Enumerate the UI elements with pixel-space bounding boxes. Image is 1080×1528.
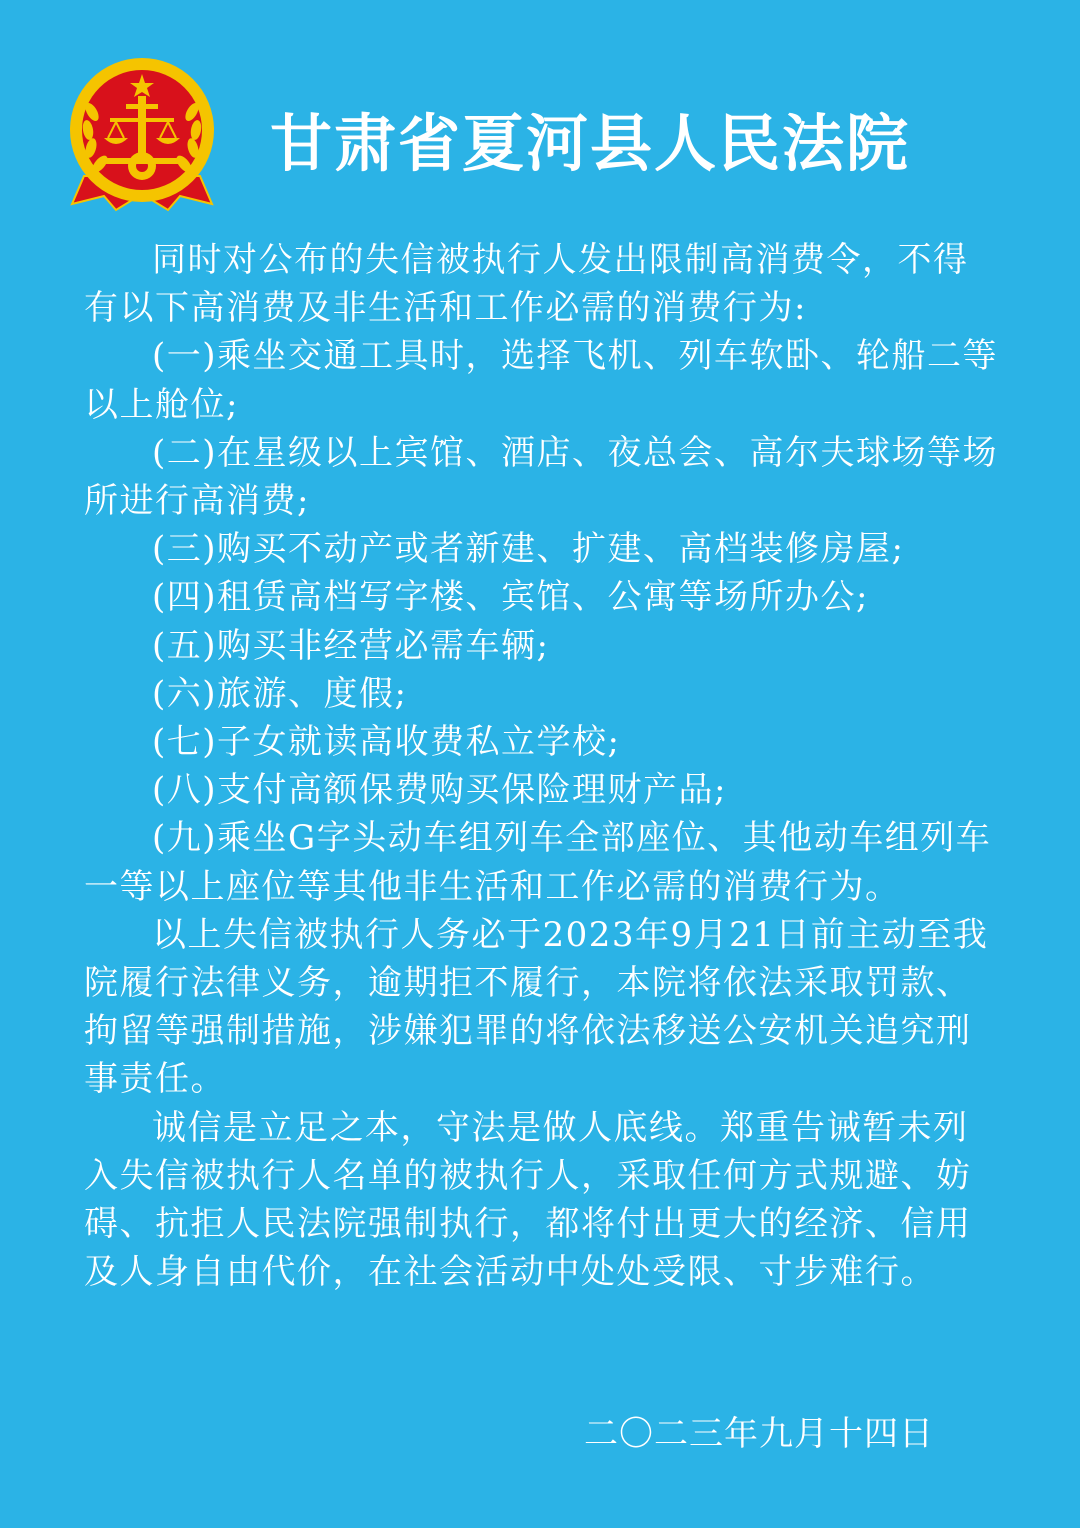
restriction-item: (七)子女就读高收费私立学校;: [152, 722, 621, 763]
warning-paragraph: 诚信是立足之本，守法是做人底线。郑重告诫暂未列入失信被执行人名单的被执行人，采取任何方式规避、妨碍、抗拒人民法院强制执行，都将付出更大的经济、信用及人身自由代价，在社会活动中处处受限、寸步难行。: [84, 1107, 972, 1293]
court-title: 甘肃省夏河县人民法院: [270, 107, 911, 180]
court-emblem-icon: [66, 54, 218, 214]
restriction-item: (五)购买非经营必需车辆;: [152, 625, 550, 666]
restriction-item: (九)乘坐G字头动车组列车全部座位、其他动车组列车一等以上座位等其他非生活和工作必需的消费行为。: [84, 818, 992, 907]
notice-date: 二〇二三年九月十四日: [584, 1414, 934, 1454]
restriction-item: (六)旅游、度假;: [152, 673, 408, 714]
restriction-item: (二)在星级以上宾馆、酒店、夜总会、高尔夫球场等场所进行高消费;: [84, 432, 999, 522]
restriction-item: (一)乘坐交通工具时，选择飞机、列车软卧、轮船二等以上舱位;: [84, 336, 999, 425]
notice-intro: 同时对公布的失信被执行人发出限制高消费令，不得有以下高消费及非生活和工作必需的消费行为:: [84, 240, 969, 329]
restriction-item: (三)购买不动产或者新建、扩建、高档装修房屋;: [152, 529, 905, 570]
notice-body: [84, 236, 1000, 1296]
header: [0, 0, 1080, 220]
deadline-paragraph: 以上失信被执行人务必于2023年9月21日前主动至我院履行法律义务，逾期拒不履行，本院将依法采取罚款、拘留等强制措施，涉嫌犯罪的将依法移送公安机关追究刑事责任。: [84, 914, 989, 1100]
restriction-item: (四)租赁高档写字楼、宾馆、公寓等场所办公;: [152, 577, 869, 618]
restriction-item: (八)支付高额保费购买保险理财产品;: [152, 770, 727, 811]
